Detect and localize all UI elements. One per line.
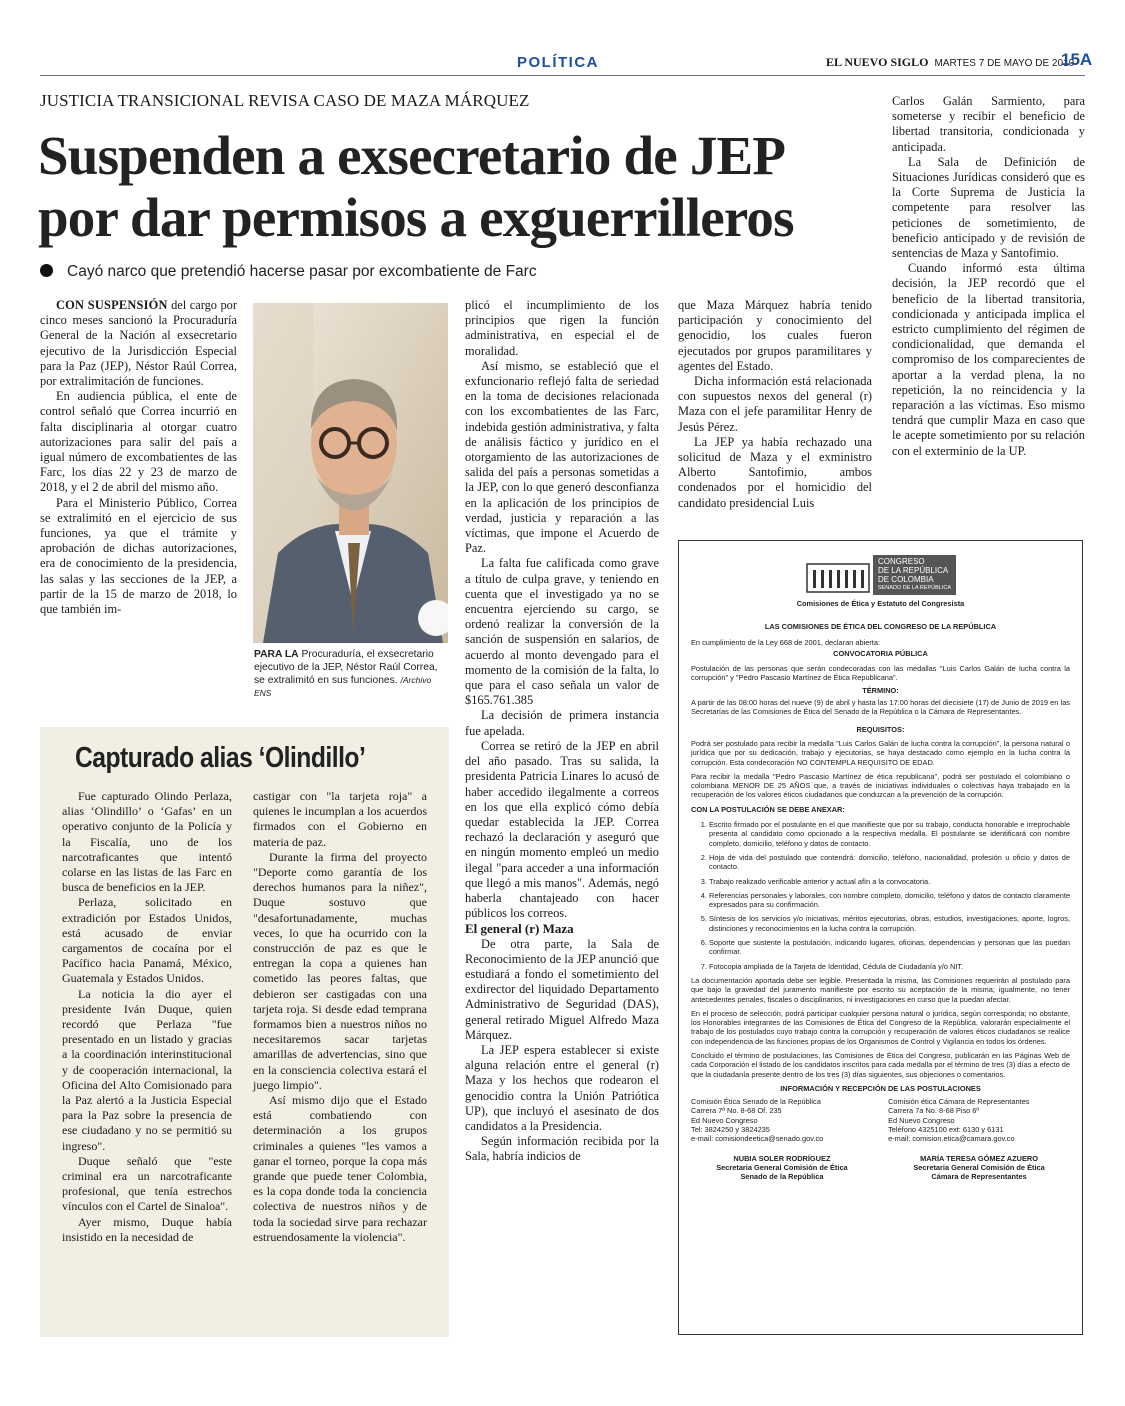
article-paragraph: La JEP espera establecer si existe alguna relación entre el general (r) Maza y los hechos que rodearon el genocidio contra la Unión Patriótica UP), que incluyó el asesinato de dos candidatos a la Presidencia.: [465, 1042, 659, 1133]
article-paragraph: Cuando informó esta última decisión, la JEP recordó que el beneficio de la libertad transitoria, condicionada y anticipada implica el estricto cumplimiento del régimen de condicionalidad, que demanda el compromiso de los comparecientes de aportar a la verdad plena, la no repetición, la no reincidencia y la reparación a las víctimas. Eso mismo tendrá que cumplir Maza en caso que le acepte sometimiento por su relación con el exterminio de la UP.: [892, 261, 1085, 458]
photo-caption: [254, 648, 448, 700]
article-column-5: [892, 94, 1085, 459]
sidebar-paragraph: castigar con "la tarjeta roja" a quienes le incumplan a los acuerdos firmados con el Gobierno en materia de paz.: [253, 789, 427, 849]
signature-role: Secretaria General Comisión de Ética: [913, 1162, 1045, 1172]
ad-annex-title: CON LA POSTULACIÓN SE DEBE ANEXAR:: [691, 804, 845, 814]
ad-term-text: A partir de las 08:00 horas del nueve (9) de abril y hasta las 17:00 horas del diecisiete (17) de Junio de 2019 en las Secretarías de las Comisiones de Ética del Senado de la República o la Cámara de Representantes.: [691, 698, 1070, 717]
bullet-icon: [40, 264, 53, 277]
headline-line-2: por dar permisos a exguerrilleros: [38, 187, 794, 248]
masthead-name: EL NUEVO SIGLO: [826, 55, 929, 69]
article-paragraph: La Sala de Definición de Situaciones Jurídicas consideró que es la Corte Suprema de Justicia la competente para resolver las peticiones de sometimiento, de beneficio anticipado y de revisión de sentencias de Maza y Santofimio.: [892, 154, 1085, 261]
ad-requirements-title: REQUISITOS:: [856, 724, 905, 734]
contact-line: Ed Nuevo Congreso: [691, 1115, 758, 1125]
header-rule: [40, 75, 1085, 76]
article-column-3: [465, 298, 659, 1165]
annex-item: 1. Escrito firmado por el postulante en el que manifieste que por su trabajo, conducta honorable e irreprochable presenta al candidato como opcionado a la respectiva medalla. El postulante se identificará con nombre completo, domicilio, teléfono y datos de contacto.: [709, 820, 1070, 848]
article-paragraph: En audiencia pública, el ente de control señaló que Correa incurrió en falta disciplinaria al otorgar cuatro autorizaciones para salir del país a igual número de excombatientes de las Farc, los días 22 y 23 de marzo de 2018, y el 2 de abril del mismo año.: [40, 389, 237, 495]
article-paragraph: plicó el incumplimiento de los principios que rigen la función administrativa, en especial el de moralidad.: [465, 298, 659, 358]
article-paragraph: Carlos Galán Sarmiento, para someterse y recibir el beneficio de libertad transitoria, condicionada y anticipada.: [892, 94, 1085, 154]
article-paragraph: La falta fue calificada como grave a título de culpa grave, y teniendo en cuenta que el investigado ya no se encuentra ejerciendo su cargo, se ordenó realizar la conversión de la sanción de suspensión en salarios, de acuerdo al monto devengado para el momento de la comisión de la falta, lo que para el caso señala un valor de $165.761.385: [465, 556, 659, 708]
ad-intro: En cumplimiento de la Ley 668 de 2001, declaran abierta:: [691, 637, 880, 647]
ad-contacts: [691, 1097, 1070, 1143]
signature-name: NUBIA SOLER RODRÍGUEZ: [733, 1153, 831, 1163]
headline: [38, 125, 898, 249]
photo-credit: /Archivo ENS: [254, 675, 432, 698]
sidebar-paragraph: Fue capturado Olindo Perlaza, alias ‘Olindillo’ o ‘Gafas’ en un operativo conjunto de la Policía y la Fiscalía, uno de los narcotraficantes que intentó colarse en las listas de las Farc en busca de beneficios en la JEP.: [62, 789, 232, 895]
signature-camara: [888, 1154, 1070, 1182]
annex-item: 6. Soporte que sustente la postulación, indicando lugares, oficinas, dependencias y personas que las puedan confirmar.: [709, 938, 1070, 957]
contact-line: Teléfono 4325100 ext: 6130 y 6131: [888, 1125, 1004, 1135]
ad-department: Comisiones de Ética y Estatuto del Congresista: [796, 599, 965, 608]
article-paragraph: que Maza Márquez habría tenido participación y conocimiento del genocidio, los cuales fueron ejecutados por grupos paramilitares y agentes del Estado.: [678, 298, 872, 373]
kicker: JUSTICIA TRANSICIONAL REVISA CASO DE MAZA MÁRQUEZ: [40, 91, 530, 110]
portrait-photo: [253, 303, 448, 643]
ad-title: LAS COMISIONES DE ÉTICA DEL CONGRESO DE LA REPÚBLICA: [764, 622, 997, 632]
sidebar-column-a: [62, 789, 232, 1245]
capitol-icon: [805, 556, 871, 594]
page-number: 15A: [1061, 50, 1093, 69]
article-paragraph: Así mismo, se estableció que el exfuncionario reflejó falta de seriedad en la toma de decisiones relacionada con los excombatientes de las Farc, indebida gestión administrativa, y falta de análisis fáctico y jurídico en el otorgamiento de las autorizaciones de salida del país a personas sometidas a la JEP, con lo que generó desconfianza en la aplicación de los principios de verdad, justicia y reparación a las víctimas, que impone el Acuerdo de Paz.: [465, 358, 659, 556]
caption-lead: PARA LA: [254, 649, 299, 660]
logo-text: [873, 555, 956, 595]
signature-senado: [691, 1154, 873, 1182]
contact-line: Carrera 7a No. 8-68 Piso 6º: [888, 1106, 980, 1116]
ad-requirement: Para recibir la medalla "Pedro Pascasio Martínez de ética republicana", podrá ser postulado el colombiano o colombiana MENOR DE 25 AÑOS que, a través de iniciativas individuales o colectivas haya trabajado en la recuperación de los valores éticos ciudadanos que conduzcan a la prevención de la corrupción.: [691, 771, 1070, 800]
contact-senado: [691, 1097, 873, 1143]
deck: [40, 263, 537, 281]
article-paragraph: Correa se retiró de la JEP en abril del año pasado. Tras su salida, la presidenta Patricia Linares lo acusó de haber accedido ilegalmente a correos en los que ella explicó cómo debía quedar establecida la JEP. Correa rechazó la declaración y aseguró que en ningún momento empleó un medio ilegal "para acceder a una información que llegó a mis manos". Además, negó haberla chantajeado con hacer públicos los correos.: [465, 738, 659, 921]
annex-item: 7. Fotocopia ampliada de la Tarjeta de Identidad, Cédula de Ciudadanía y/o NIT.: [709, 962, 1070, 971]
contact-line: Comisión ética Cámara de Representantes: [888, 1097, 1030, 1107]
public-notice-ad: [678, 540, 1083, 1335]
article-paragraph: La JEP ya había rechazado una solicitud de Maza y el exministro Alberto Santofimio, ambos condenados por el homicidio del candidato presidencial Luis: [678, 434, 872, 510]
portrait-illustration: [253, 303, 448, 643]
annex-item: 3. Trabajo realizado verificable anterior y actual afín a la convocatoria.: [709, 877, 1070, 886]
ad-call-text: Postulación de las personas que serán condecoradas con las medallas "Luis Carlos Galán de lucha contra la corrupción" y "Pedro Pascasio Martínez de Ética Republicana".: [691, 664, 1070, 683]
article-paragraph: Para el Ministerio Público, Correa se extralimitó en el ejercicio de sus funciones, ya que el trámite y aprobación de dichas autorizaciones, era de conocimiento de la presidencia, las salas y las secciones de la JEP, a partir de la 15 de marzo de 2018, lo que también im-: [40, 495, 237, 617]
signature-entity: Senado de la República: [740, 1172, 824, 1182]
headline-line-1: Suspenden a exsecretario de JEP: [38, 125, 786, 186]
logo-line: SENADO DE LA REPÚBLICA: [877, 585, 952, 591]
congress-logo: [691, 555, 1070, 595]
subhead: El general (r) Maza: [465, 921, 574, 937]
sidebar-paragraph: Perlaza, solicitado en extradición por Estados Unidos, está acusado de enviar cargamentos de cocaína por el Pacífico hacia Panamá, México, Guatemala y Estados Unidos.: [62, 895, 232, 986]
ad-term-title: TÉRMINO:: [862, 685, 899, 695]
article-column-1: [40, 298, 237, 617]
sidebar-paragraph: Así mismo dijo que el Estado está combatiendo con determinación a los grupos criminales a quienes "les vamos a ganar el torneo, porque la copa más grande que puede tener Colombia, es la copa donde toda la conciencia colectiva de nuestros niños y de toda la sociedad sirve para rechazar estruendosamente la violencia".: [253, 1093, 427, 1244]
article-paragraph: La decisión de primera instancia fue apelada.: [465, 708, 659, 738]
article-paragraph: CON SUSPENSIÓN del cargo por cinco meses sancionó la Procuraduría General de la Nación al exsecretario ejecutivo de la Jurisdicción Especial para la Paz (JEP), Néstor Raúl Correa, por extralimitación de funciones.: [40, 298, 237, 389]
ad-requirement: Podrá ser postulado para recibir la medalla "Luis Carlos Galán de lucha contra la corrupción", la persona natural o jurídica que por su dedicación, trabajo y ejecutorias, se haya destacado como ejemplo en la lucha contra la corrupción. Esta condecoración NO CONTEMPLA REQUISITO DE EDAD.: [691, 738, 1070, 767]
lead-in: CON SUSPENSIÓN: [56, 298, 168, 312]
sidebar-column-b: [253, 789, 427, 1245]
article-paragraph: Dicha información está relacionada con supuestos nexos del general (r) Maza con el jefe paramilitar Henry de Jesús Pérez.: [678, 374, 872, 434]
signature-name: MARÍA TERESA GÓMEZ AZUERO: [920, 1153, 1038, 1163]
sidebar-paragraph: Duque señaló que "este criminal era un narcotraficante profesional, que tenía estrechos vínculos con el Cartel de Sinaloa".: [62, 1153, 232, 1214]
article-paragraph: De otra parte, la Sala de Reconocimiento de la JEP anunció que estudiará a fondo el sometimiento del exdirector del liquidado Departamento Administrativo de Seguridad (DAS), general retirado Miguel Alfredo Maza Márquez.: [465, 936, 659, 1042]
logo-line: DE COLOMBIA: [877, 575, 934, 584]
contact-line: Comisión Ética Senado de la República: [691, 1097, 821, 1107]
logo-line: DE LA REPÚBLICA: [877, 566, 949, 575]
sidebar-paragraph: Ayer mismo, Duque había insistido en la necesidad de: [62, 1214, 232, 1244]
issue-date: MARTES 7 DE MAYO DE 2019: [934, 58, 1075, 69]
contact-email-link[interactable]: e-mail: comisiondeetica@senado.gov.co: [691, 1134, 824, 1144]
contact-email-link[interactable]: e-mail: comision.etica@camara.gov.co: [888, 1134, 1015, 1144]
annex-item: 2. Hoja de vida del postulado que contendrá: domicilio, teléfono, nacionalidad, profesión u oficio y datos de contacto.: [709, 853, 1070, 872]
ad-paragraph: La documentación aportada debe ser legible. Presentada la misma, las Comisiones requerirán al postulado para que bajo la gravedad del juramento manifieste por escrito su aceptación de la misma; igualmente, no tener antecedentes penales, fiscales o disciplinarios, ni investigaciones en curso que la puedan afectar.: [691, 975, 1070, 1004]
ad-paragraph: En el proceso de selección, podrá participar cualquier persona natural o jurídica, según corresponda; no obstante, los Honorables integrantes de las Comisiones de Ética del Congreso de la República, valorarán especialmente el trabajo de los postulados cuyo trabajo contra la corrupción y recuperación de valores éticos ciudadanos se realice con independencia de las funciones propias de los Organismos de Control y Vigilancia en todos los órdenes.: [691, 1008, 1070, 1046]
contact-line: Carrera 7ª No. 8-68 Of. 235: [691, 1106, 782, 1116]
ad-call-title: CONVOCATORIA PÚBLICA: [833, 648, 928, 658]
ad-paragraph: Concluido el término de postulaciones, las Comisiones de Ética del Congreso, publicarán en las Páginas Web de cada Corporación el listado de los candidatos inscritos para cada medalla por el término de tres (3) días a efecto de que la ciudadanía presente dentro de los tres (3) días siguientes, sus objeciones o comentarios.: [691, 1050, 1070, 1079]
caption-text: Procuraduría, el exsecretario ejecutivo de la JEP, Néstor Raúl Correa, se extralimitó en sus funciones.: [254, 649, 438, 686]
contact-line: Ed Nuevo Congreso: [888, 1115, 955, 1125]
article-column-4: [678, 298, 872, 511]
ad-info-title: INFORMACIÓN Y RECEPCIÓN DE LAS POSTULACIONES: [780, 1083, 981, 1093]
ad-signatures: [691, 1154, 1070, 1182]
ad-annex-list: [691, 820, 1070, 971]
sidebar-paragraph: Durante la firma del proyecto "Deporte como garantía de los derechos humanos para la niñez", Duque sostuvo que "desafortunadamente, muchas veces, lo que ha ocurrido con la construcción de paz es que le entregan la copa a quienes han cometido las peores faltas, que debieron ser castigadas con una tarjeta roja. Si desde edad temprana formamos bien a nuestros niños no necesitaremos sacar tarjetas amarillas de advertencias, sino que en la consciencia colectiva estará el juego limpio".: [253, 849, 427, 1092]
logo-line: CONGRESO: [877, 557, 925, 566]
signature-role: Secretaria General Comisión de Ética: [716, 1162, 848, 1172]
masthead: [826, 55, 1074, 70]
signature-entity: Cámara de Representantes: [931, 1172, 1027, 1182]
annex-item: 4. Referencias personales y laborales, con nombre completo, domicilio, teléfono y datos de contacto claramente expresados para su confirmación.: [709, 891, 1070, 910]
section-label: POLÍTICA: [517, 54, 599, 71]
contact-camara: [888, 1097, 1070, 1143]
contact-line: Tel: 3824250 y 3824235: [691, 1125, 770, 1135]
deck-text: Cayó narco que pretendió hacerse pasar por excombatiente de Farc: [67, 263, 537, 280]
annex-item: 5. Síntesis de los servicios y/o iniciativas, méritos ejecutorias, obras, estudios, investigaciones, aporte, logros, distinciones y reconocimientos en la lucha contra la corrupción.: [709, 914, 1070, 933]
sidebar-title: Capturado alias ‘Olindillo’: [75, 742, 366, 774]
article-paragraph: Según información recibida por la Sala, habría indicios de: [465, 1134, 659, 1164]
sidebar-paragraph: La noticia la dio ayer el presidente Iván Duque, quien recordó que Perlaza "fue presentado en un listado y gracias a la coordinación interinstitucional y de cooperación internacional, la Oficina del Alto Comisionado para la Paz alertó a la Justicia Especial para la Paz sobre la presencia de ese ciudadano y no se permitió su ingreso".: [62, 986, 232, 1153]
